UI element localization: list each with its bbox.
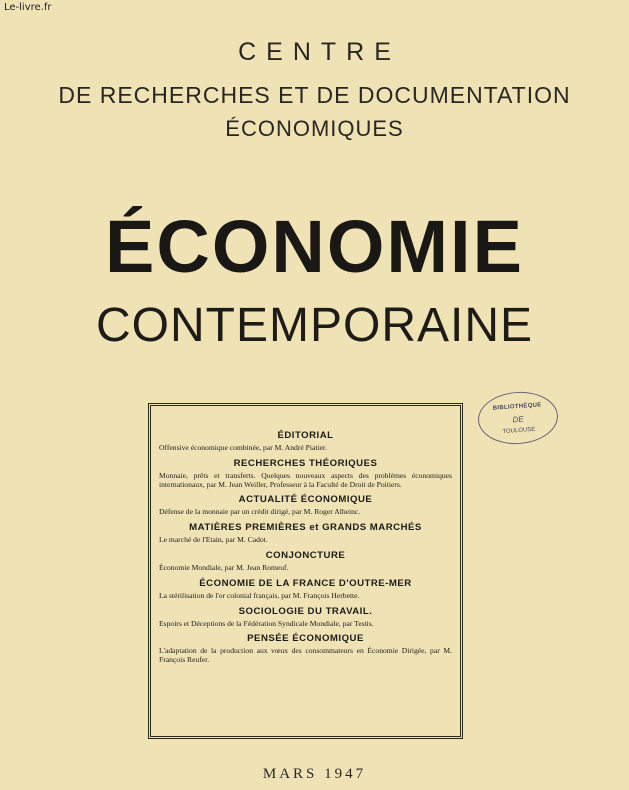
header-line-recherches: DE RECHERCHES ET DE DOCUMENTATION: [58, 82, 571, 108]
toc-entry: Défense de la monnaie par un crédit dirigé, par M. Roger Alheinc.: [159, 507, 361, 517]
toc-section: [159, 633, 452, 665]
stamp-line-2: DE: [512, 414, 524, 425]
toc-entry: Le marché de l'Etain, par M. Cadot.: [159, 535, 268, 545]
toc-heading: PENSÉE ÉCONOMIQUE: [247, 633, 364, 645]
site-watermark: Le-livre.fr: [4, 2, 52, 13]
toc-section: [159, 494, 452, 517]
stamp-line-1: BIBLIOTHÈQUE: [492, 402, 542, 412]
toc-heading: CONJONCTURE: [265, 549, 346, 561]
toc-section: [159, 606, 452, 629]
page-title: ÉCONOMIE: [105, 205, 524, 288]
toc-section: [159, 430, 452, 453]
header-line-economiques: ÉCONOMIQUES: [225, 116, 404, 141]
toc-entry: Offensive économique combinée, par M. André Piatier.: [159, 443, 327, 452]
stamp-line-3: TOULOUSE: [502, 426, 536, 436]
toc-entry: Économie Mondiale, par M. Jean Romeuf.: [159, 562, 289, 572]
toc-heading: ÉDITORIAL: [277, 430, 334, 441]
toc-heading: ÉCONOMIE DE LA FRANCE D'OUTRE-MER: [199, 577, 412, 589]
toc-heading: MATIÈRES PREMIÈRES et GRANDS MARCHÉS: [189, 522, 422, 534]
library-stamp: [476, 389, 559, 446]
header-line-centre: CENTRE: [238, 38, 401, 66]
toc-heading: ACTUALITÉ ÉCONOMIQUE: [238, 494, 373, 506]
table-of-contents: [148, 403, 463, 739]
toc-entry: L'adaptation de la production aux vœux des consommateurs en Économie Dirigée, par M. François Reufer.: [159, 646, 452, 665]
toc-entry: Espoirs et Déceptions de la Fédération Syndicale Mondiale, par Testis.: [159, 618, 374, 628]
toc-entry: Monnaie, prêts et transferts. Quelques nouveaux aspects des problèmes économiques internationaux, par M. Jean Weiller, Professeur à la Faculté de Droit de Poitiers.: [159, 470, 452, 489]
toc-heading: RECHERCHES THÉORIQUES: [233, 457, 378, 469]
toc-section: [159, 578, 452, 601]
toc-entry: La stérilisation de l'or colonial français, par M. François Herbette.: [159, 590, 360, 600]
toc-section: [159, 458, 452, 490]
toc-section: [159, 550, 452, 573]
page-subtitle: CONTEMPORAINE: [95, 299, 534, 352]
toc-heading: SOCIOLOGIE DU TRAVAIL.: [238, 605, 373, 617]
issue-date: MARS 1947: [262, 766, 367, 782]
toc-section: [159, 522, 452, 545]
